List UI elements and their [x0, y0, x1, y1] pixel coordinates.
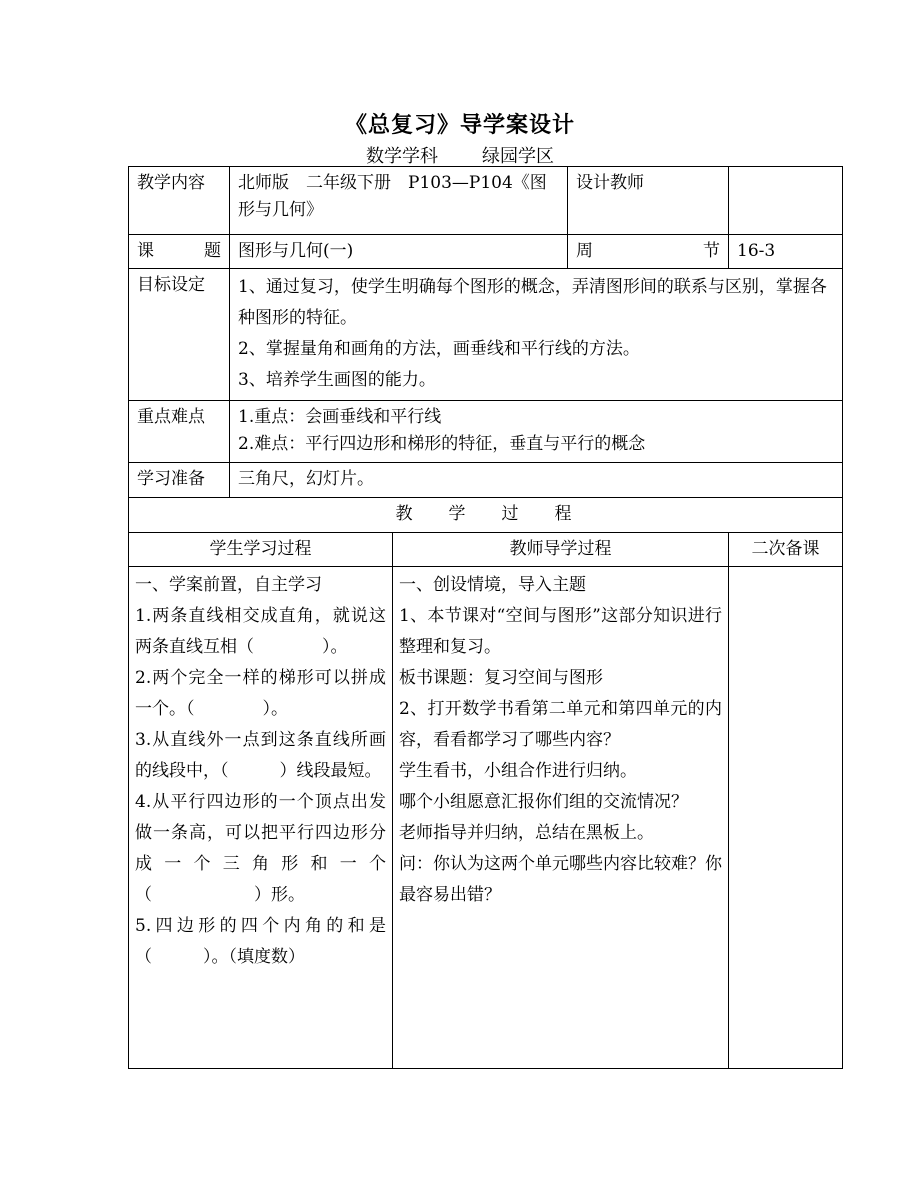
key-point-1: 1.重点：会画垂线和平行线 [238, 407, 442, 427]
student-line-2: 1.两条直线相交成直角，就说这两条直线互相（ ）。 [135, 606, 386, 657]
student-column-header: 学生学习过程 [129, 533, 393, 567]
goals-cell [230, 269, 843, 401]
student-line-6: 5.四边形的四个内角的和是（ ）。（填度数） [135, 916, 386, 967]
prep-label: 学习准备 [129, 463, 230, 498]
student-line-4: 3.从直线外一点到这条直线所画的线段中，（ ）线段最短。 [135, 730, 386, 781]
content-value: 北师版 二年级下册 P103—P104《图形与几何》 [230, 167, 568, 235]
key-points-cell [230, 401, 843, 463]
goal-2: 2、掌握量角和画角的方法，画垂线和平行线的方法。 [238, 339, 640, 359]
teacher-column-header: 教师导学过程 [393, 533, 729, 567]
topic-label: 课 题 [129, 235, 230, 269]
topic-value: 图形与几何(一) [230, 235, 568, 269]
district-label: 绿园学区 [482, 146, 554, 167]
prep-value: 三角尺，幻灯片。 [230, 463, 843, 498]
student-line-3: 2.两个完全一样的梯形可以拼成一个。（ ）。 [135, 668, 386, 719]
teacher-process-cell [393, 567, 729, 1069]
teacher-line-6: 哪个小组愿意汇报你们组的交流情况？ [399, 792, 688, 812]
goal-3: 3、培养学生画图的能力。 [238, 370, 436, 390]
teacher-line-5: 学生看书，小组合作进行归纳。 [399, 761, 637, 781]
student-process-cell [129, 567, 393, 1069]
teacher-line-8: 问：你认为这两个单元哪些内容比较难？你最容易出错？ [399, 854, 723, 905]
week-value: 16-3 [729, 235, 843, 269]
designer-value [729, 167, 843, 235]
week-label: 周 节 [568, 235, 729, 269]
student-line-1: 一、学案前置，自主学习 [135, 575, 322, 595]
goal-1: 1、通过复习，使学生明确每个图形的概念，弄清图形间的联系与区别，掌握各种图形的特征。 [238, 277, 827, 328]
page-subtitle [0, 142, 920, 168]
designer-label: 设计教师 [568, 167, 729, 235]
teacher-line-3: 板书课题：复习空间与图形 [399, 668, 603, 688]
process-heading: 教学过程 [129, 498, 843, 533]
subject-label: 数学学科 [366, 146, 438, 167]
teacher-line-1: 一、创设情境，导入主题 [399, 575, 586, 595]
second-column-header: 二次备课 [729, 533, 843, 567]
content-label: 教学内容 [129, 167, 230, 235]
page-title: 《总复习》导学案设计 [344, 112, 575, 138]
student-line-5: 4.从平行四边形的一个顶点出发做一条高，可以把平行四边形分成一个三角形和一个（ ）形。 [135, 792, 386, 905]
lesson-plan-table [128, 166, 843, 1069]
teacher-line-4: 2、打开数学书看第二单元和第四单元的内容，看看都学习了哪些内容？ [399, 699, 723, 750]
goals-label: 目标设定 [129, 269, 230, 401]
key-label: 重点难点 [129, 401, 230, 463]
teacher-line-2: 1、本节课对“空间与图形”这部分知识进行整理和复习。 [399, 606, 723, 657]
second-notes-cell [729, 567, 843, 1069]
key-point-2: 2.难点：平行四边形和梯形的特征，垂直与平行的概念 [238, 434, 646, 454]
teacher-line-7: 老师指导并归纳，总结在黑板上。 [399, 823, 654, 843]
